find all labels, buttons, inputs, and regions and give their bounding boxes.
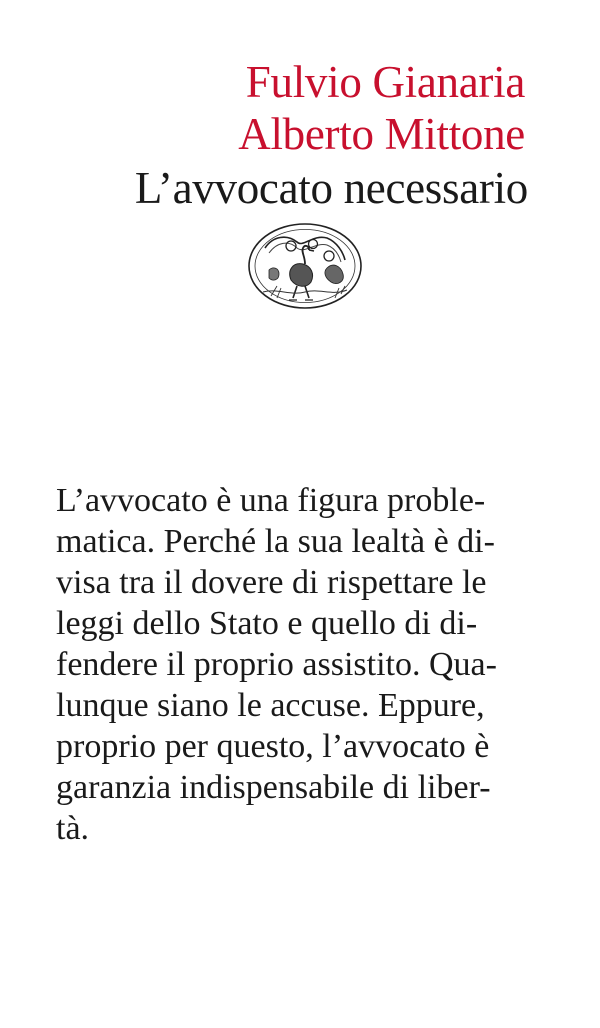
blurb-line: fendere il proprio assistito. Qua-: [56, 646, 497, 683]
authors: [238, 56, 525, 160]
blurb-line: tà.: [56, 810, 90, 847]
book-title: L’avvocato necessario: [134, 163, 528, 213]
blurb-line: proprio per questo, l’avvocato è: [56, 728, 490, 765]
blurb-line: L’avvocato è una figura proble-: [56, 482, 486, 519]
blurb-line: garanzia indispensabile di liber-: [56, 769, 491, 806]
ostrich-emblem-icon: [247, 222, 363, 310]
blurb: [56, 480, 556, 849]
blurb-line: lunque siano le accuse. Eppure,: [56, 687, 485, 724]
author-name: Fulvio Gianaria: [245, 57, 525, 107]
author-name: Alberto Mittone: [238, 109, 525, 159]
blurb-line: leggi dello Stato e quello di di-: [56, 605, 478, 642]
blurb-line: matica. Perché la sua lealtà è di-: [56, 523, 495, 560]
blurb-line: visa tra il dovere di rispettare le: [56, 564, 487, 601]
